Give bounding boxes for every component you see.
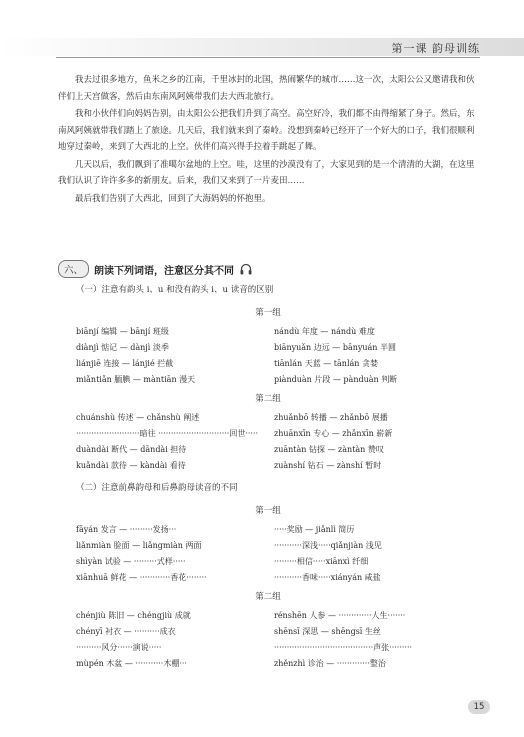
part2-group1-label: 第一组	[255, 506, 281, 516]
word-pair: zhěnzhì 诊治 — ·············整治	[274, 659, 386, 668]
word-pair: miǎntiǎn 腼腆 — màntiān 漫天	[76, 375, 196, 384]
word-pair: ·····奖励 — jiǎnlì 简历	[274, 525, 355, 534]
page-number: 15	[468, 700, 490, 714]
table-row	[76, 658, 476, 669]
word-pair: shēnsī 深思 — shēngsī 生丝	[274, 627, 381, 636]
word-pair: ·········相信·····xiānxì 纤细	[274, 557, 369, 566]
story-paragraph: 几天以后，我们飘到了准噶尔盆地的上空。哇，这里的沙漠没有了，大家见到的是一个清清的大湖，在这里我们认识了许许多多的新朋友。后来，我们又来到了一片麦田……	[58, 159, 475, 186]
word-pair: ·························暗往 ····························回世·····	[76, 429, 259, 438]
part2-heading: （二）注意前鼻韵母和后鼻韵母读音的不同	[76, 483, 238, 493]
part1-group2-label: 第二组	[255, 394, 281, 404]
table-row	[76, 642, 476, 653]
word-pair: biānjí 编辑 — bānjí 班级	[76, 327, 169, 336]
table-row	[76, 428, 476, 439]
word-pair: kuǎndài 款待 — kàndài 看待	[76, 461, 186, 470]
table-row	[76, 358, 476, 369]
word-pair: ···········深浅·····qiǎnjiàn 浅见	[274, 541, 382, 550]
section-title: 朗读下列词语，注意区分其不同	[94, 265, 235, 277]
word-pair: ·······································声张·········	[274, 643, 413, 652]
word-pair: liǎnmiàn 脸面 — liǎngmiàn 两面	[76, 541, 202, 550]
table-row	[76, 460, 476, 471]
table-row	[76, 626, 476, 637]
table-row	[76, 572, 476, 583]
word-pair: chuánshù 传述 — chǎnshù 阐述	[76, 413, 200, 422]
word-pair: ··········风分······演说·····	[76, 643, 162, 652]
part1-heading: （一）注意有韵头 i、u 和没有韵头 i、u 读音的区别	[76, 285, 274, 295]
word-pair: piànduàn 片段 — pànduàn 判断	[274, 375, 398, 384]
chapter-title: 第一课 韵母训练	[391, 42, 480, 55]
table-row	[76, 524, 476, 535]
word-pair: zuànshí 钻石 — zànshí 暂时	[274, 461, 382, 470]
word-pair: mùpén 木盆 — ···········木棚···	[76, 659, 187, 668]
section-number-badge: 六、	[58, 260, 89, 278]
word-pair: fāyán 发言 — ·········发扬···	[76, 525, 177, 534]
word-pair: zhuānxīn 专心 — zhǎnxīn 崭新	[274, 429, 393, 438]
table-row	[76, 326, 476, 337]
headphone-icon	[239, 262, 253, 276]
story-paragraph: 最后我们告别了大西北，回到了大海妈妈的怀抱里。	[75, 193, 271, 204]
table-row	[76, 374, 476, 385]
word-pair: zuāntàn 钻探 — zàntàn 赞叹	[274, 445, 384, 454]
word-pair: zhuǎnbō 转播 — zhǎnbō 展播	[274, 413, 388, 422]
table-row	[76, 444, 476, 455]
word-pair: shìyàn 试验 — ·········式样·····	[76, 557, 186, 566]
table-row	[76, 412, 476, 423]
table-row	[76, 556, 476, 567]
word-pair: diànjì 惦记 — dànjì 淡季	[76, 343, 169, 352]
word-pair: chényī 衬衣 — ··········成衣	[76, 627, 176, 636]
word-pair: chénjiù 陈旧 — chéngjiù 成就	[76, 611, 191, 620]
table-row	[76, 540, 476, 551]
word-pair: xiānhuā 鲜花 — ············香花········	[76, 573, 207, 582]
part1-group1-label: 第一组	[255, 308, 281, 318]
story-paragraph: 我和小伙伴们向妈妈告别，由太阳公公把我们升到了高空。高空好冷，我们都不由得缩紧了身子。然后，东南风阿姨就带我们踏上了旅途。几天后，我们就来到了秦岭。没想到秦岭已经开了一个好大的口子，我们很顺利地穿过秦岭，来到了大西北的上空。伙伴们高兴得手拉着手跳起了舞。	[58, 109, 475, 152]
word-pair: rénshēn 人参 — ·············人生·······	[274, 611, 406, 620]
word-pair: biānyuǎn 边远 — bānyuán 半圆	[274, 343, 397, 352]
story-text	[58, 72, 478, 208]
part2-group2-label: 第二组	[255, 592, 281, 602]
word-pair: tiānlán 天蓝 — tānlán 贪婪	[274, 359, 378, 368]
word-pair: nándù 年度 — nándù 难度	[274, 327, 375, 336]
section-heading	[58, 260, 253, 278]
word-pair: duàndài 断代 — dāndài 担待	[76, 445, 187, 454]
header-rule	[56, 57, 480, 58]
word-pair: liánjiē 连接 — lánjié 拦截	[76, 359, 174, 368]
table-row	[76, 610, 476, 621]
table-row	[76, 342, 476, 353]
word-pair: ···········香味·····xiányán 咸盐	[274, 573, 381, 582]
story-paragraph: 我去过很多地方，鱼米之乡的江南，千里冰封的北国，热闹繁华的城市……这一次，太阳公公又邀请我和伙伴们上天宫做客，然后由东南风阿姨带我们去大西北旅行。	[58, 75, 475, 102]
